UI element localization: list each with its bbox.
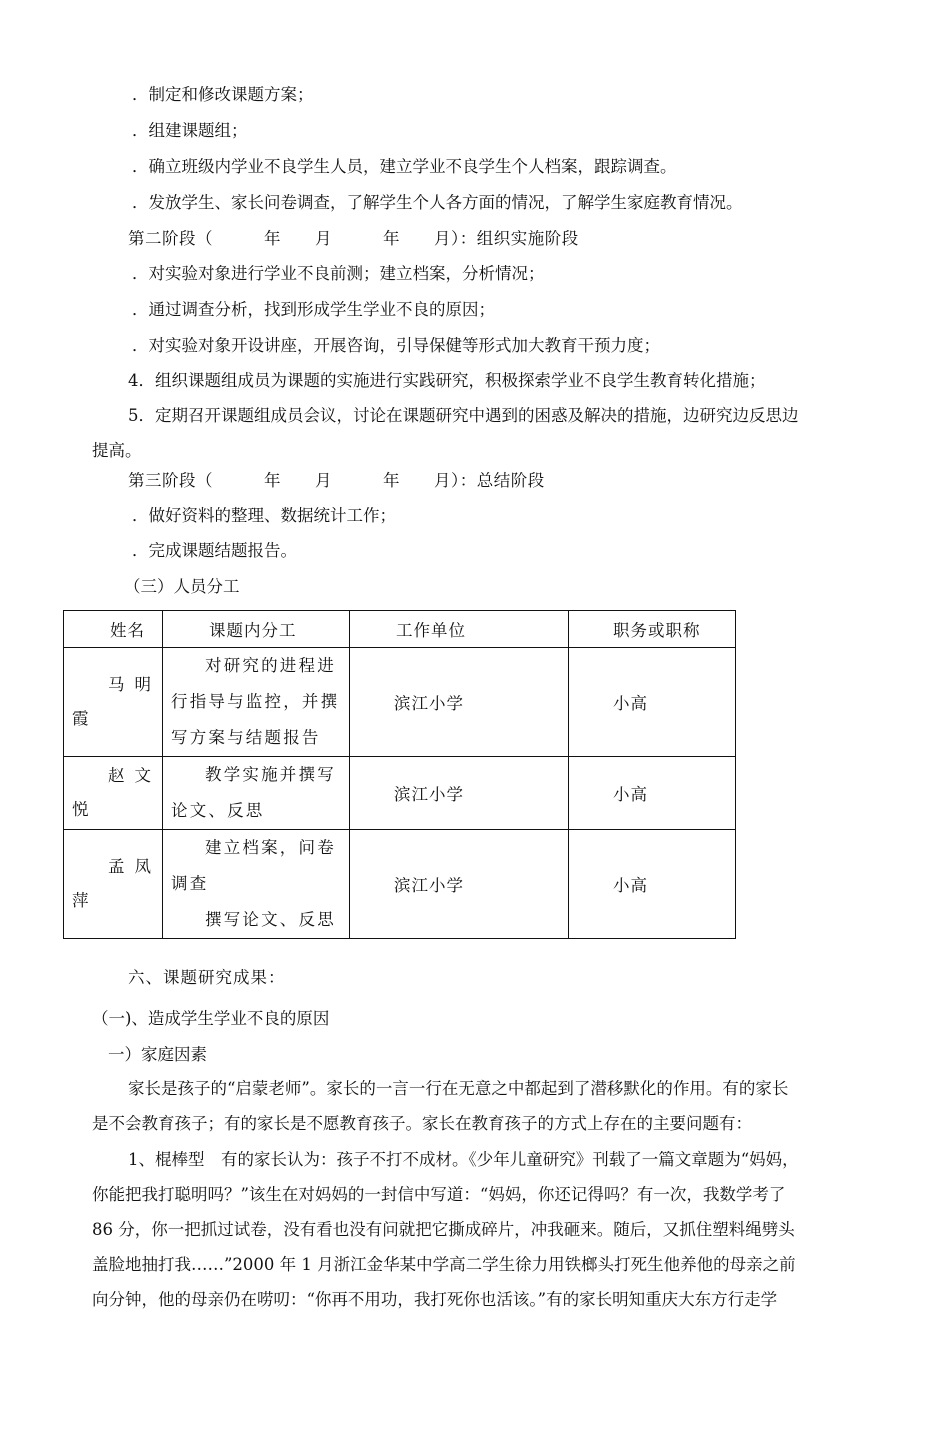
plan-step-line: 5．定期召开课题组成员会议，讨论在课题研究中遇到的困惑及解决的措施，边研究边反思边: [128, 406, 799, 425]
duty-cell: 教学实施并撰写 论文、反思: [163, 757, 350, 830]
body-text-line: 你能把我打聪明吗？”该生在对妈妈的一封信中写道：“妈妈，你还记得吗？有一次，我数学考了: [92, 1185, 786, 1204]
plan-step-line: ．对实验对象开设讲座，开展咨询，引导保健等形式加大教育干预力度；: [132, 336, 660, 355]
header-cell: 姓名: [64, 611, 163, 648]
plan-step-line: ．对实验对象进行学业不良前测；建立档案，分析情况；: [132, 264, 545, 283]
staff-table: [63, 610, 736, 939]
title-cell: 小高: [569, 757, 736, 830]
table-header-row: [64, 611, 736, 648]
table-row: [64, 757, 736, 830]
duty-cell: 对研究的进程进 行指导与监控，并撰 写方案与结题报告: [163, 648, 350, 757]
header-cell: 课题内分工: [163, 611, 350, 648]
section-heading-results: 六、课题研究成果：: [128, 968, 286, 987]
plan-step-line: ．制定和修改课题方案；: [132, 85, 314, 104]
title-cell: 小高: [569, 830, 736, 939]
section-heading-staffing: （三）人员分工: [124, 577, 240, 596]
plan-step-line: ．做好资料的整理、数据统计工作；: [132, 506, 396, 525]
table-row: [64, 648, 736, 757]
title-cell: 小高: [569, 648, 736, 757]
plan-step-line: ．完成课题结题报告。: [132, 541, 297, 560]
body-text-line: 1、棍棒型 有的家长认为：孩子不打不成材。《少年儿童研究》刊载了一篇文章题为“妈妈，: [128, 1150, 799, 1169]
subsection-heading: 一）家庭因素: [108, 1045, 207, 1064]
body-text-line: 86 分，你一把抓过试卷，没有看也没有问就把它撕成碎片，冲我砸来。随后，又抓住塑料绳劈头: [92, 1220, 795, 1239]
plan-step-line: 4．组织课题组成员为课题的实施进行实践研究，积极探索学业不良学生教育转化措施；: [128, 371, 766, 390]
body-text-line: 是不会教育孩子；有的家长是不愿教育孩子。家长在教育孩子的方式上存在的主要问题有：: [92, 1114, 752, 1133]
name-cell: 孟凤 萍: [64, 830, 163, 939]
plan-step-line: 提高。: [92, 441, 142, 460]
table-row: [64, 830, 736, 939]
subsection-heading: （一)、造成学生学业不良的原因: [92, 1009, 330, 1028]
plan-step-line: ．组建课题组；: [132, 121, 248, 140]
unit-cell: 滨江小学: [350, 757, 569, 830]
name-cell: 赵文 悦: [64, 757, 163, 830]
unit-cell: 滨江小学: [350, 830, 569, 939]
plan-step-line: ．发放学生、家长问卷调查，了解学生个人各方面的情况，了解学生家庭教育情况。: [132, 193, 743, 212]
header-cell: 工作单位: [350, 611, 569, 648]
plan-step-line: ．通过调查分析，找到形成学生学业不良的原因；: [132, 300, 495, 319]
plan-step-line: ．确立班级内学业不良学生人员，建立学业不良学生个人档案，跟踪调查。: [132, 157, 677, 176]
duty-cell: 建立档案，问卷 调查 撰写论文、反思: [163, 830, 350, 939]
body-text-line: 家长是孩子的“启蒙老师”。家长的一言一行在无意之中都起到了潜移默化的作用。有的家长: [128, 1079, 789, 1098]
name-cell: 马明 霞: [64, 648, 163, 757]
header-cell: 职务或职称: [569, 611, 736, 648]
stage-two-heading: 第二阶段（ 年 月 年 月）：组织实施阶段: [128, 229, 579, 248]
body-text-line: 向分钟，他的母亲仍在唠叨：“你再不用功，我打死你也活该。”有的家长明知重庆大东方行走学: [92, 1290, 778, 1309]
unit-cell: 滨江小学: [350, 648, 569, 757]
body-text-line: 盖脸地抽打我……”2000 年 1 月浙江金华某中学高二学生徐力用铁榔头打死生他养他的母亲之前: [92, 1255, 796, 1274]
stage-three-heading: 第三阶段（ 年 月 年 月）：总结阶段: [128, 471, 545, 490]
